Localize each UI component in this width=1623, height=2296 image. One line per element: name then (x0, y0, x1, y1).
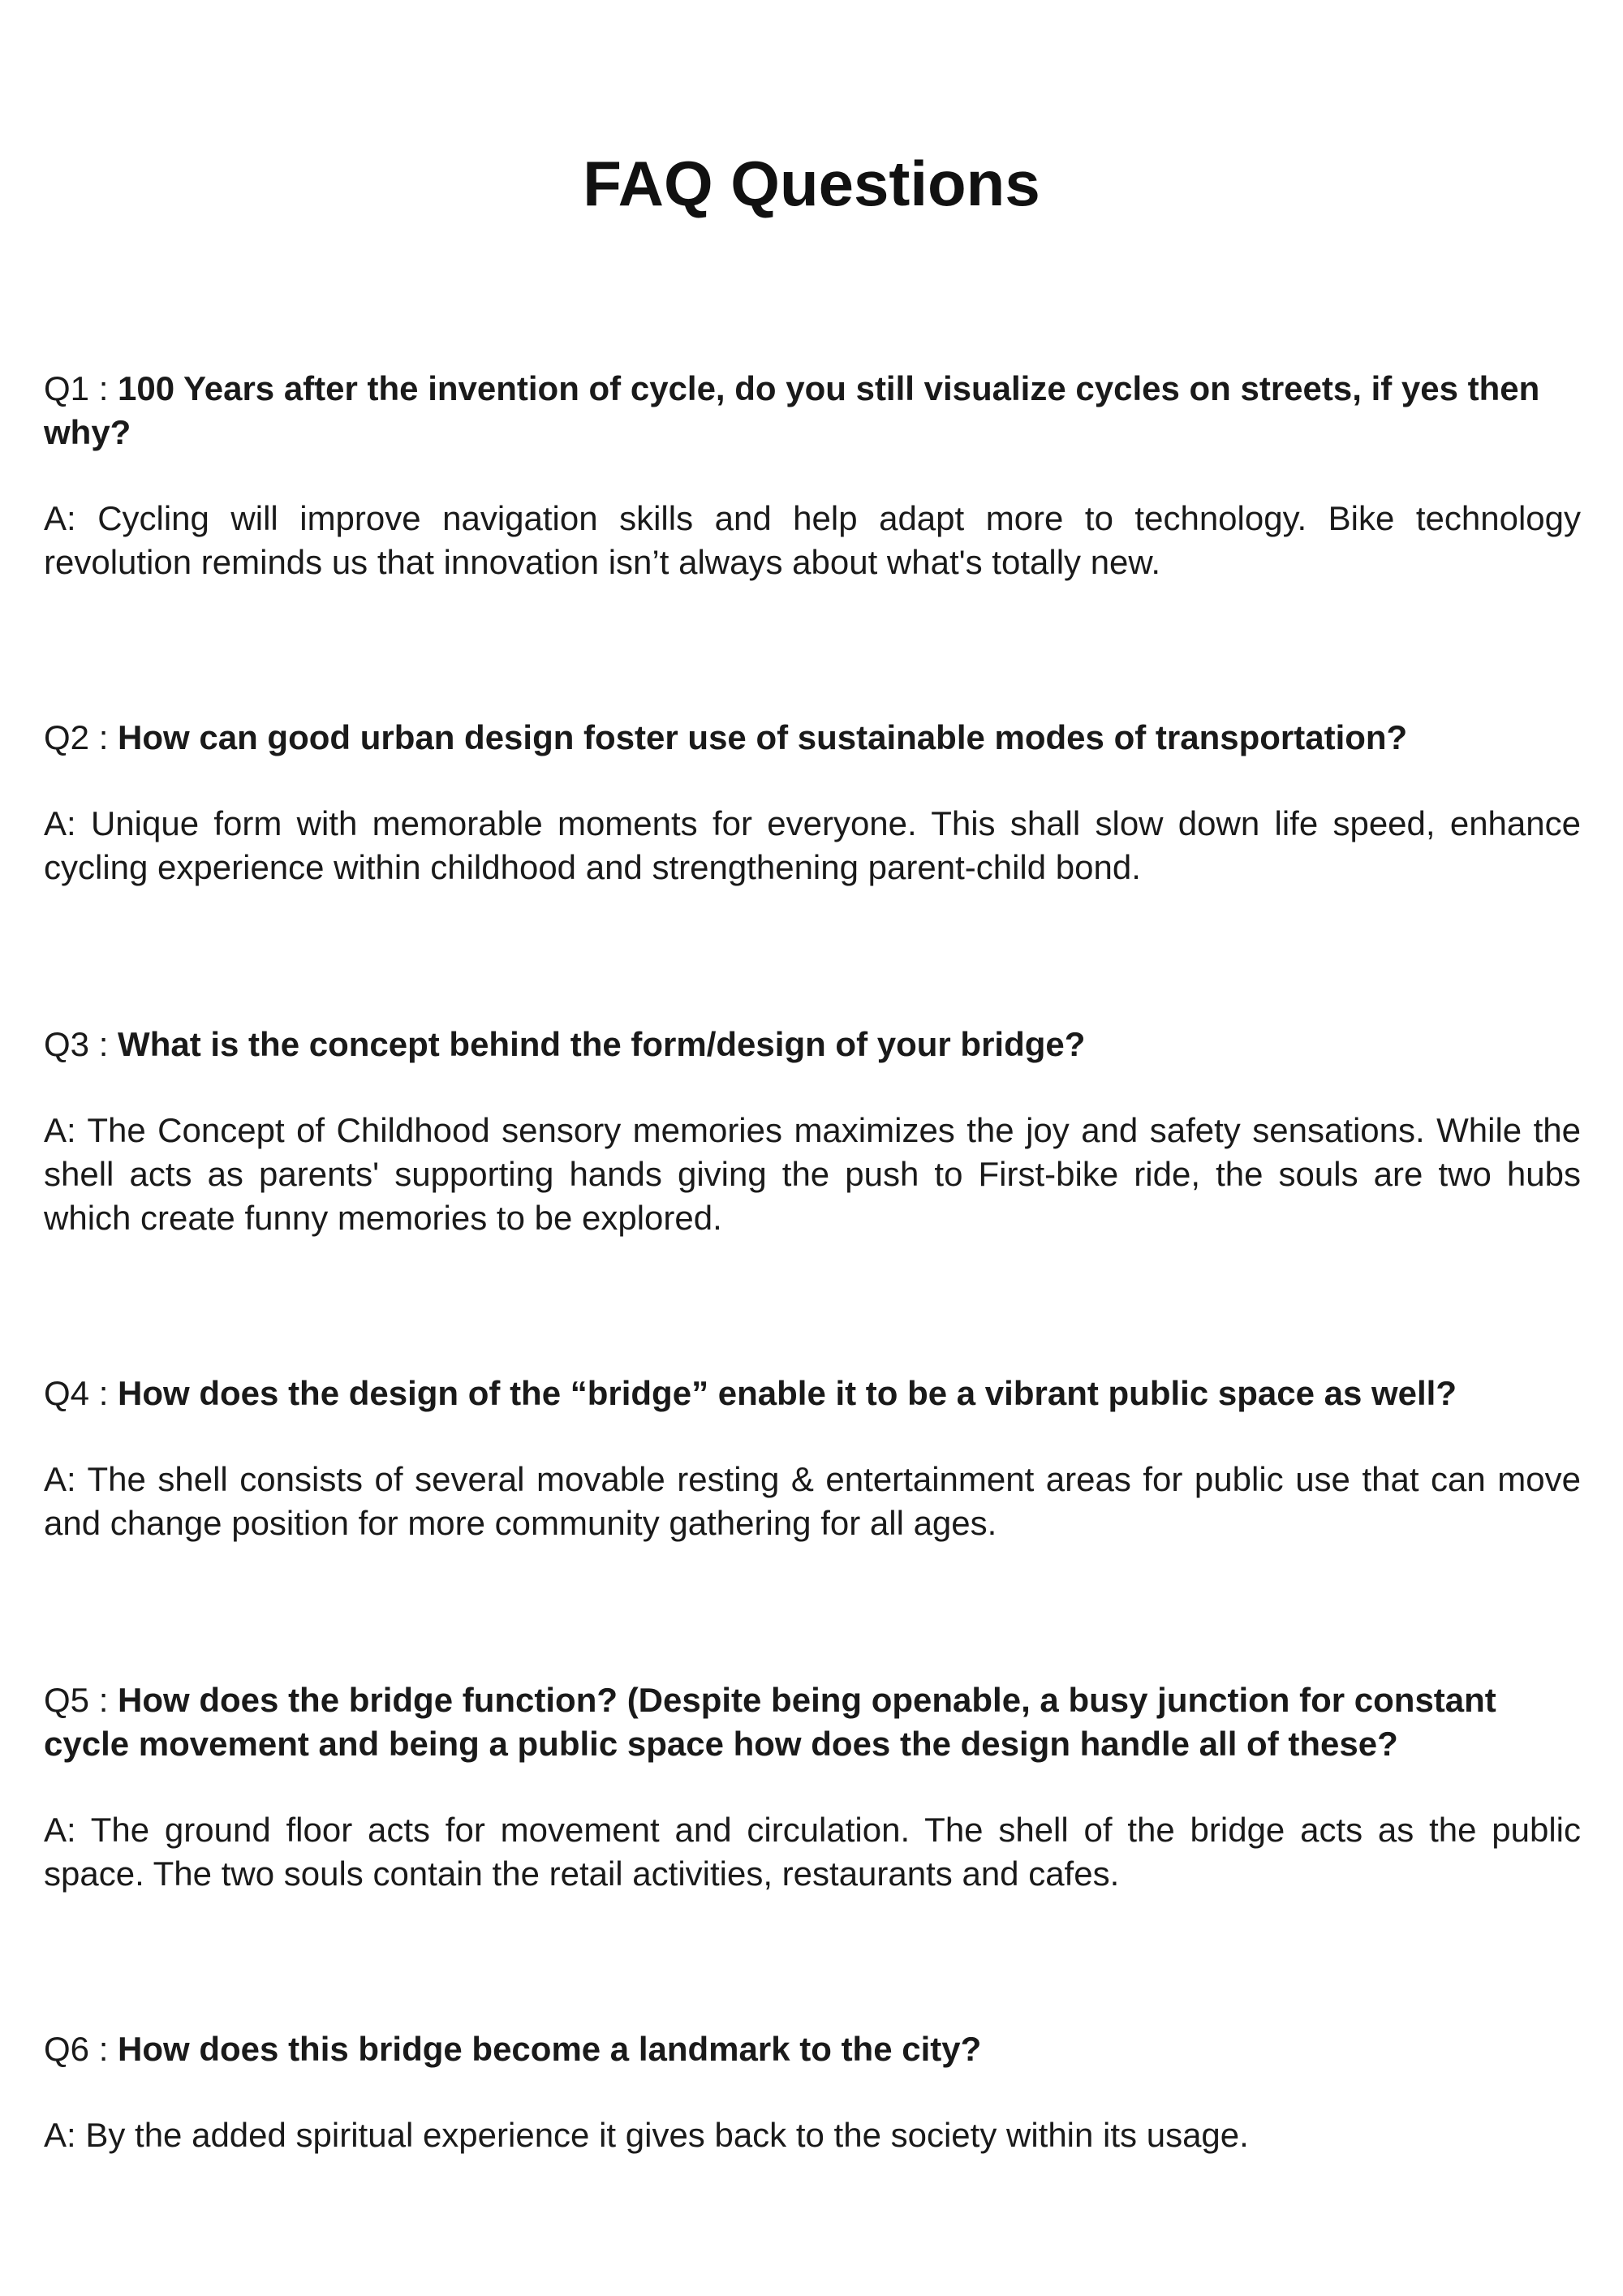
faq-question-text: How can good urban design foster use of sustainable modes of transportation? (118, 718, 1408, 756)
faq-answer-2: A: Unique form with memorable moments for everyone. This shall slow down life speed, enhance cycling experience within childhood and strengthening parent-child bond. (44, 804, 1581, 886)
faq-question-label: Q6 : (44, 2030, 118, 2068)
faq-question-label: Q5 : (44, 1681, 118, 1719)
faq-answer-6: A: By the added spiritual experience it gives back to the society within its usage. (44, 2116, 1249, 2154)
faq-question-label: Q4 : (44, 1374, 118, 1412)
faq-answer-1: A: Cycling will improve navigation skills and help adapt more to technology. Bike technology revolution reminds us that innovation isn’t always about what's totally new. (44, 499, 1581, 581)
faq-question-text: 100 Years after the invention of cycle, do you still visualize cycles on streets, if yes then why? (44, 369, 1540, 451)
faq-question-2 (44, 716, 1581, 760)
faq-question-text: How does this bridge become a landmark to the city? (118, 2030, 982, 2068)
faq-question-text: How does the design of the “bridge” enable it to be a vibrant public space as well? (118, 1374, 1457, 1412)
faq-question-label: Q2 : (44, 718, 118, 756)
faq-question-1 (44, 367, 1581, 454)
faq-question-label: Q1 : (44, 369, 118, 407)
faq-question-text: What is the concept behind the form/design of your bridge? (118, 1025, 1086, 1063)
faq-question-4 (44, 1372, 1581, 1415)
faq-item-2 (44, 716, 1581, 890)
faq-question-text: How does the bridge function? (Despite being openable, a busy junction for constant cycle movement and being a public space how does the design handle all of these? (44, 1681, 1496, 1763)
faq-item-5 (44, 1678, 1581, 1896)
faq-question-3 (44, 1023, 1581, 1066)
faq-answer-4: A: The shell consists of several movable resting & entertainment areas for public use that can move and change position for more community gathering for all ages. (44, 1460, 1581, 1542)
faq-item-6 (44, 2027, 1581, 2157)
faq-question-label: Q3 : (44, 1025, 118, 1063)
faq-question-6 (44, 2027, 1581, 2071)
faq-item-1 (44, 367, 1581, 584)
faq-answer-5: A: The ground floor acts for movement and circulation. The shell of the bridge acts as the public space. The two souls contain the retail activities, restaurants and cafes. (44, 1811, 1581, 1893)
faq-answer-3: A: The Concept of Childhood sensory memories maximizes the joy and safety sensations. While the shell acts as parents' supporting hands giving the push to First-bike ride, the souls are two hubs which create funny memories to be explored. (44, 1111, 1581, 1237)
faq-item-3 (44, 1023, 1581, 1240)
faq-item-4 (44, 1372, 1581, 1545)
faq-question-5 (44, 1678, 1581, 1766)
page-title: FAQ Questions (583, 148, 1040, 219)
